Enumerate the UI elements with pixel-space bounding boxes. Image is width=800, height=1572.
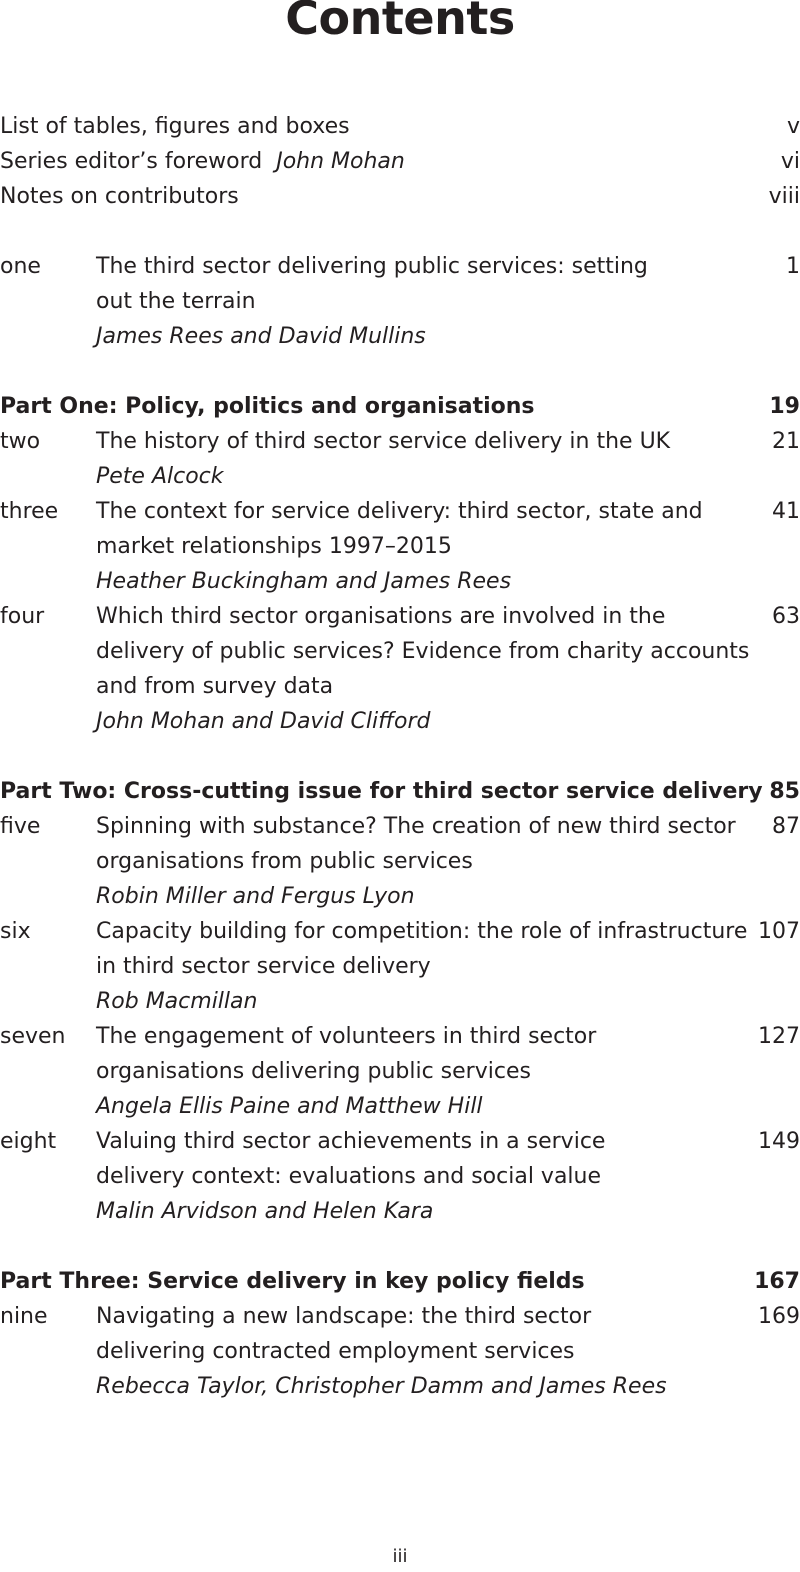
chapter-page: 63 bbox=[772, 604, 800, 629]
chapter-entry bbox=[0, 914, 800, 1019]
chapter-title: The context for service delivery: third sector, state and market relationships 1997–2015 bbox=[96, 499, 703, 559]
chapter-number: seven bbox=[0, 1024, 66, 1049]
chapter-entry bbox=[0, 599, 800, 739]
entry-title: Series editor’s foreword bbox=[0, 149, 263, 174]
chapter-title: Which third sector organisations are involved in the delivery of public services? Evidence from charity accounts and from survey data bbox=[96, 604, 750, 699]
part-title: Part Two: Cross-cutting issue for third sector service delivery bbox=[0, 779, 763, 804]
chapter-author: Rebecca Taylor, Christopher Damm and James Rees bbox=[96, 1374, 667, 1399]
chapter-number: five bbox=[0, 814, 41, 839]
entry-author: John Mohan bbox=[276, 149, 405, 174]
chapter-title: The third sector delivering public services: setting out the terrain bbox=[96, 254, 648, 314]
front-matter-entry bbox=[0, 179, 800, 214]
chapter-page: 127 bbox=[758, 1024, 800, 1049]
chapter-number: nine bbox=[0, 1304, 48, 1329]
part-page: 85 bbox=[769, 779, 800, 804]
chapter-title: The history of third sector service delivery in the UK bbox=[96, 429, 671, 454]
chapter-entry bbox=[0, 494, 800, 599]
table-of-contents bbox=[0, 109, 800, 1404]
page-folio: iii bbox=[392, 1546, 408, 1567]
chapter-author: Robin Miller and Fergus Lyon bbox=[96, 884, 415, 909]
chapter-entry bbox=[0, 809, 800, 914]
chapter-number: eight bbox=[0, 1129, 57, 1154]
chapter-author: Heather Buckingham and James Rees bbox=[96, 569, 512, 594]
chapter-author: Pete Alcock bbox=[96, 464, 224, 489]
chapter-number: six bbox=[0, 919, 31, 944]
entry-page: viii bbox=[768, 184, 800, 209]
chapter-author: Rob Macmillan bbox=[96, 989, 258, 1014]
chapter-author: James Rees and David Mullins bbox=[96, 324, 426, 349]
chapter-page: 1 bbox=[786, 254, 800, 279]
chapter-title: Valuing third sector achievements in a service delivery context: evaluations and social value bbox=[96, 1129, 606, 1189]
chapter-title: Spinning with substance? The creation of new third sector organisations from public services bbox=[96, 814, 736, 874]
entry-page: v bbox=[786, 114, 800, 139]
part-page: 19 bbox=[769, 394, 800, 419]
entry-title: Notes on contributors bbox=[0, 184, 239, 209]
entry-page: vi bbox=[780, 149, 800, 174]
part-heading bbox=[0, 389, 800, 424]
chapter-entry bbox=[0, 1299, 800, 1404]
chapter-title: The engagement of volunteers in third sector organisations delivering public services bbox=[96, 1024, 597, 1084]
part-title: Part One: Policy, politics and organisations bbox=[0, 394, 535, 419]
part-heading bbox=[0, 774, 800, 809]
chapter-number: two bbox=[0, 429, 41, 454]
chapter-page: 107 bbox=[758, 919, 800, 944]
entry-title: List of tables, figures and boxes bbox=[0, 114, 350, 139]
chapter-number: one bbox=[0, 254, 41, 279]
chapter-title: Capacity building for competition: the role of infrastructure in third sector service delivery bbox=[96, 919, 748, 979]
chapter-page: 169 bbox=[758, 1304, 800, 1329]
chapter-author: Malin Arvidson and Helen Kara bbox=[96, 1199, 434, 1224]
chapter-entry bbox=[0, 1019, 800, 1124]
chapter-page: 21 bbox=[772, 429, 800, 454]
chapter-number: three bbox=[0, 499, 59, 524]
part-heading bbox=[0, 1264, 800, 1299]
part-title: Part Three: Service delivery in key policy fields bbox=[0, 1269, 585, 1294]
chapter-number: four bbox=[0, 604, 45, 629]
front-matter-entry bbox=[0, 109, 800, 144]
chapter-title: Navigating a new landscape: the third sector delivering contracted employment services bbox=[96, 1304, 592, 1364]
chapter-page: 149 bbox=[758, 1129, 800, 1154]
chapter-author: Angela Ellis Paine and Matthew Hill bbox=[96, 1094, 483, 1119]
chapter-page: 41 bbox=[772, 499, 800, 524]
part-page: 167 bbox=[754, 1269, 800, 1294]
chapter-entry bbox=[0, 1124, 800, 1229]
chapter-entry bbox=[0, 249, 800, 354]
page-title: Contents bbox=[285, 0, 515, 45]
chapter-entry bbox=[0, 424, 800, 494]
front-matter-entry bbox=[0, 144, 800, 179]
chapter-page: 87 bbox=[772, 814, 800, 839]
chapter-author: John Mohan and David Clifford bbox=[96, 709, 431, 734]
